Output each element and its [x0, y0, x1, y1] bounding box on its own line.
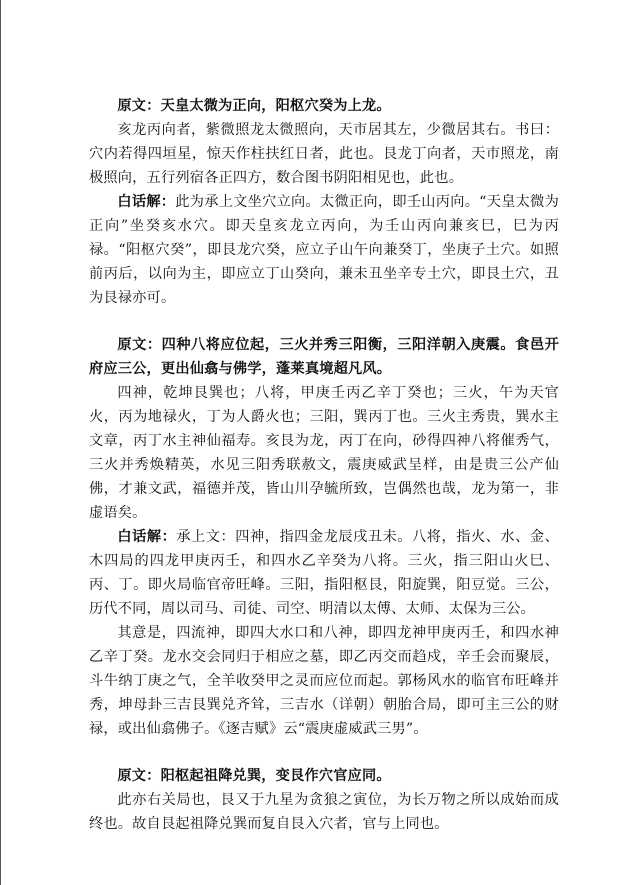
original-label: 原文： — [117, 98, 161, 114]
commentary-text: 此为承上文坐穴立向。太微正向，即壬山丙向。“天皇太微为正向”坐癸亥水穴。即天皇亥龙立丙向，为壬山丙向兼亥巳，巳为丙禄。“阳枢穴癸”，即艮龙穴癸，应立子山午向兼癸丁，坐庚子土穴。如照前丙后，以向为主，即应立丁山癸向，兼未丑坐辛专土穴，即艮土穴，丑为艮禄亦可。 — [89, 194, 559, 306]
original-text: 阳枢起祖降兑巽，变艮作穴官应同。 — [160, 768, 391, 784]
section-2-explanation: 四神，乾坤艮巽也；八将，甲庚壬丙乙辛丁癸也；三火，午为天官火，丙为地禄火，丁为人爵火也；三阳，巽丙丁也。三火主秀贵，巽水主文章，丙丁水主神仙福寿。亥艮为龙，丙丁在向，砂得四神八将催秀气，三火并秀焕精英，水见三阳秀联赦文，震庚威武呈样，由是贵三公产仙佛，才兼文武，福德并茂，皆山川孕毓所致，岂偶然也哉，龙为第一，非虚语矣。 — [89, 385, 559, 521]
section-1-explanation: 亥龙丙向者，紫微照龙太微照向，天市居其左，少微居其右。书曰：穴内若得四垣星，惊天作柱扶红日者，此也。艮龙丁向者，天市照龙，南极照向，五行列宿各正四方，数合图书阴阳相见也，此也。 — [89, 122, 559, 186]
commentary-text: 承上文：四神，指四金龙辰戌丑未。八将，指火、水、金、木四局的四龙甲庚丙壬，和四水乙辛癸为八将。三火，指三阳山火巳、丙、丁。即火局临官帝旺峰。三阳，指阳枢艮，阳旋巽，阳豆觉。三公，历代不同，周以司马、司徒、司空、明清以太傅、太师、太保为三公。 — [89, 529, 559, 617]
section-1-commentary — [89, 190, 559, 310]
section-spacer — [89, 741, 559, 764]
section-3-original — [89, 764, 559, 788]
section-1-original — [89, 94, 559, 118]
original-label: 原文： — [117, 337, 162, 353]
section-3-explanation: 此亦右关局也，艮又于九星为贪狼之寅位，为长万物之所以成始而成终也。故自艮起祖降兑巽而复自艮入穴者，官与上同也。 — [89, 792, 559, 832]
section-2-commentary — [89, 525, 559, 621]
commentary-label: 白话解： — [117, 529, 177, 545]
section-spacer — [89, 310, 559, 333]
original-label: 原文： — [117, 768, 161, 784]
section-2-original — [89, 333, 559, 381]
original-text: 四种八将应位起，三火并秀三阳衡，三阳洋朝入庚震。食邑开府应三公，更出仙翕与佛学，蓬莱真境超凡风。 — [89, 337, 559, 377]
original-text: 天皇太微为正向，阳枢穴癸为上龙。 — [160, 98, 391, 114]
page-content — [89, 94, 559, 836]
section-2-extra: 其意是，四流神，即四大水口和八神，即四龙神甲庚丙壬，和四水神乙辛丁癸。龙水交会同归于相应之墓，即乙丙交而趋戍，辛壬会而聚辰，斗牛纳丁庚之气，全羊收癸甲之灵而应位而起。郭杨风水的临官布旺峰并秀，坤母卦三吉艮巽兑齐耸，三吉水（详朝）朝胎合局，即可主三公的财禄，或出仙翕佛子。《逐吉赋》云“震庚虚威武三男”。 — [89, 625, 559, 737]
commentary-label: 白话解： — [117, 194, 176, 210]
